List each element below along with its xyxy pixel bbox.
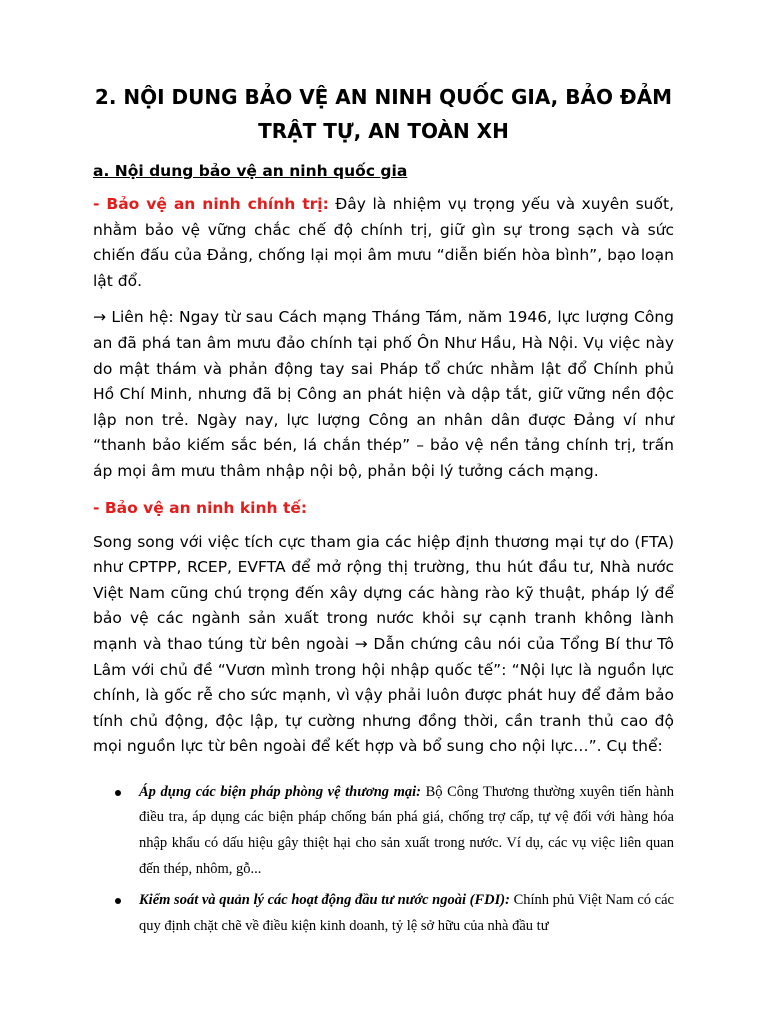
political-security-relation: → Liên hệ: Ngay từ sau Cách mạng Tháng Tám, năm 1946, lực lượng Công an đã phá tan âm mưu đảo chính tại phố Ôn Như Hầu, Hà Nội. Vụ việc này do mật thám và phản động tay sai Pháp tổ chức nhằm lật đổ Chính phủ Hồ Chí Minh, nhưng đã bị Công an phát hiện và dập tắt, giữ vững nền độc lập non trẻ. Ngày nay, lực lượng Công an nhân dân được Đảng ví như “thanh bảo kiếm sắc bén, lá chắn thép” – bảo vệ nền tảng chính trị, trấn áp mọi âm mưu thâm nhập nội bộ, phản bội lý tưởng cách mạng. [93, 308, 674, 480]
economic-security-label: - Bảo vệ an ninh kinh tế: [93, 498, 308, 517]
bullet-icon [115, 790, 121, 796]
economic-measures-list [93, 780, 674, 940]
economic-security-paragraph: Song song với việc tích cực tham gia các hiệp định thương mại tự do (FTA) như CPTPP, RCEP, EVFTA để mở rộng thị trường, thu hút đầu tư, Nhà nước Việt Nam cũng chú trọng đến xây dựng các hàng rào kỹ thuật, pháp lý để bảo vệ các ngành sản xuất trong nước khỏi sự cạnh tranh không lành mạnh và thao túng từ bên ngoài → Dẫn chứng câu nói của Tổng Bí thư Tô Lâm với chủ đề “Vươn mình trong hội nhập quốc tế”: “Nội lực là nguồn lực chính, là gốc rễ cho sức mạnh, vì vậy phải luôn được phát huy để đảm bảo tính chủ động, độc lập, tự cường nhưng đồng thời, cần tranh thủ cao độ mọi nguồn lực từ bên ngoài để kết hợp và bổ sung cho nội lực…”. Cụ thể: [93, 532, 674, 756]
political-security-text: Đây là nhiệm vụ trọng yếu và xuyên suốt, nhằm bảo vệ vững chắc chế độ chính trị, giữ gìn sự trong sạch và sức chiến đấu của Đảng, chống lại mọi âm mưu “diễn biến hòa bình”, bạo loạn lật đổ. [93, 195, 674, 290]
list-item-term: Áp dụng các biện pháp phòng vệ thương mại: [139, 783, 421, 800]
list-item-term: Kiểm soát và quản lý các hoạt động đầu tư nước ngoài (FDI): [139, 892, 510, 909]
list-item-text: Chính phủ Việt Nam có các quy định chặt chẽ về điều kiện kinh doanh, tỷ lệ sở hữu của nhà đầu tư [139, 892, 674, 934]
list-item [93, 888, 674, 939]
political-security-label: - Bảo vệ an ninh chính trị: [93, 195, 329, 213]
document-title: 2. NỘI DUNG BẢO VỆ AN NINH QUỐC GIA, BẢO ĐẢM TRẬT TỰ, AN TOÀN XH [94, 85, 673, 143]
list-item [93, 780, 674, 882]
political-security-paragraph [93, 192, 674, 294]
bullet-icon [115, 898, 121, 904]
list-item-text: Bộ Công Thương thường xuyên tiến hành điều tra, áp dụng các biện pháp chống bán phá giá, chống trợ cấp, tự vệ đối với hàng hóa nhập khẩu có dấu hiệu gây thiệt hại cho sản xuất trong nước. Ví dụ, các vụ việc liên quan đến thép, nhôm, gỗ... [139, 783, 674, 877]
section-a-heading: a. Nội dung bảo vệ an ninh quốc gia [93, 162, 408, 180]
document-page [93, 80, 674, 945]
